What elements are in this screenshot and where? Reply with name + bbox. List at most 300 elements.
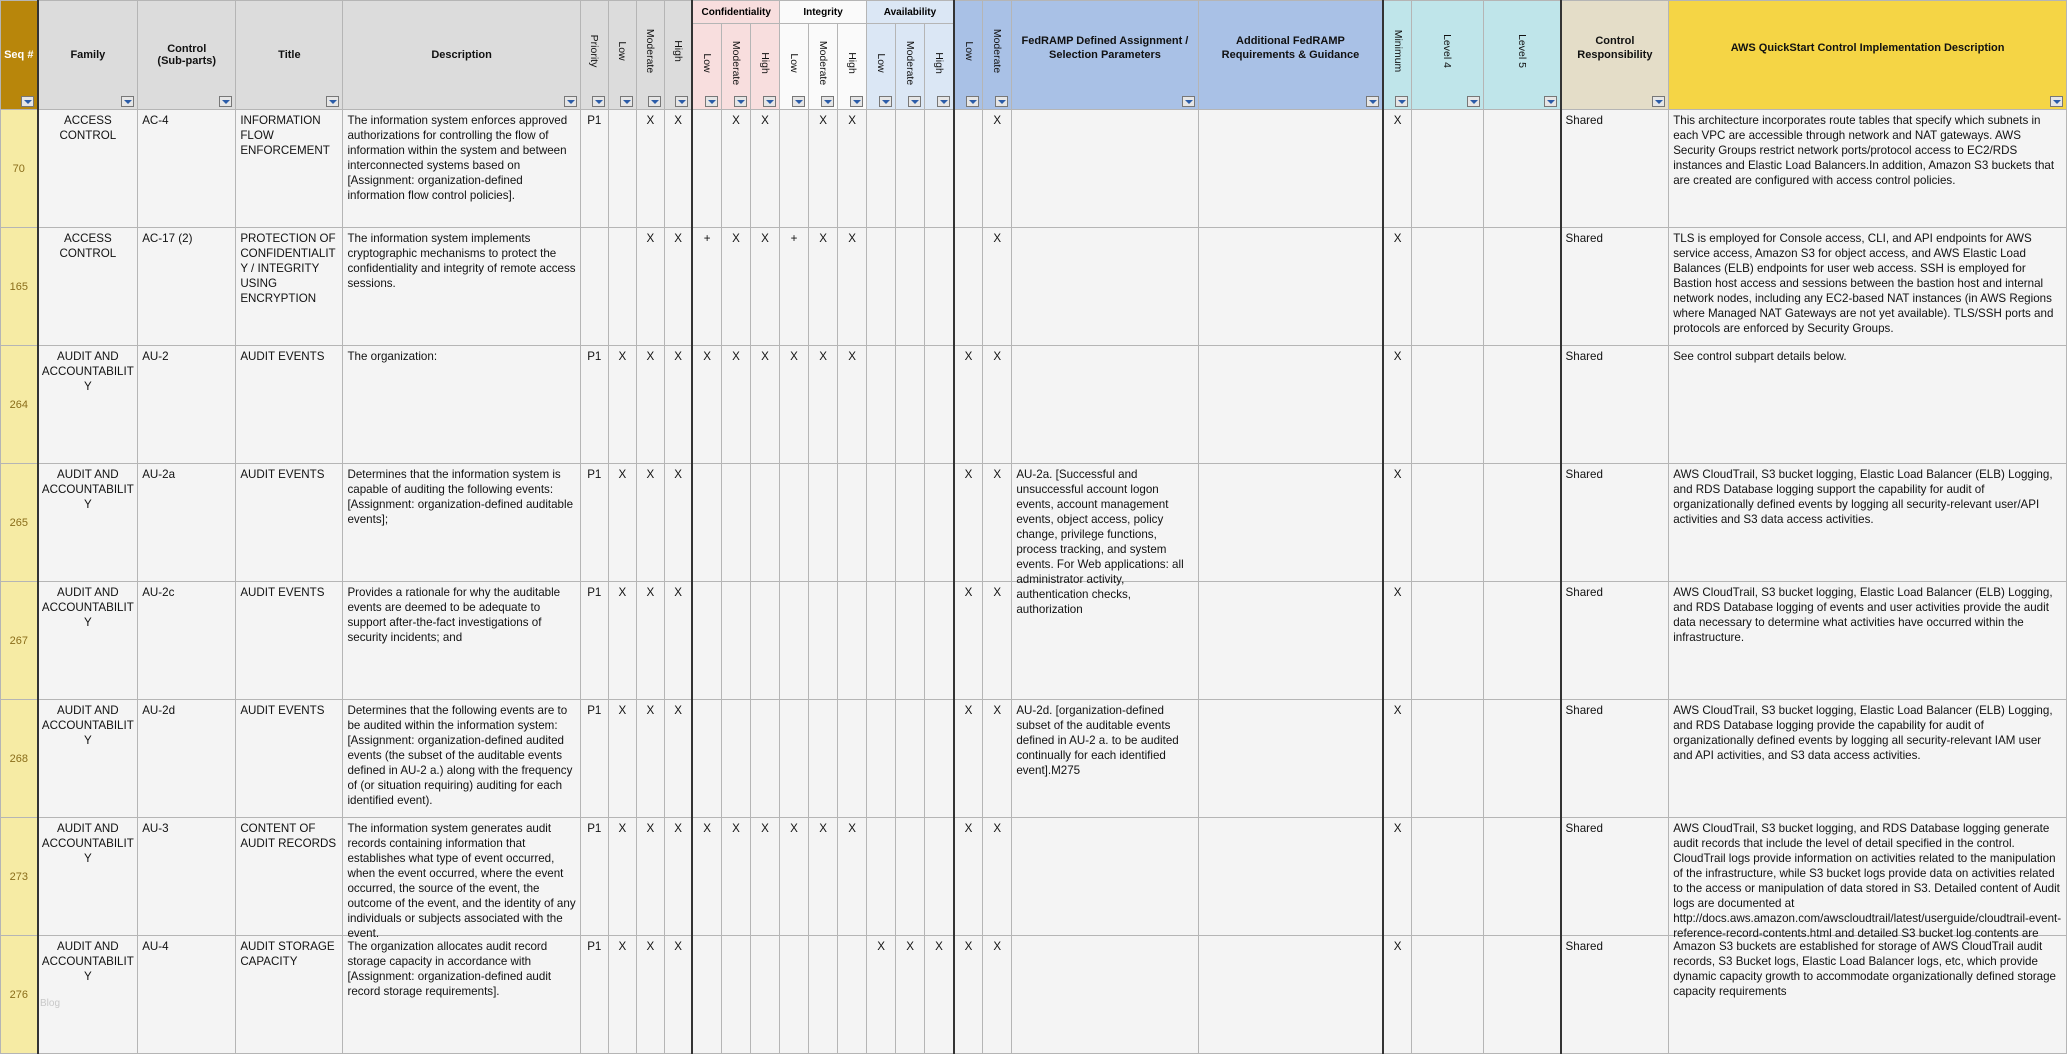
aws-description-cell[interactable] xyxy=(1669,228,2067,346)
int-high-cell[interactable] xyxy=(838,464,867,582)
fed-moderate-cell[interactable] xyxy=(983,228,1012,346)
title-cell[interactable] xyxy=(236,700,343,818)
high-cell[interactable] xyxy=(664,346,692,464)
priority-cell-text xyxy=(581,231,608,345)
col-header-title[interactable]: Title xyxy=(236,1,343,110)
title-cell-text: CONTENT OF AUDIT RECORDS xyxy=(240,822,337,850)
avail-moderate-cell-text xyxy=(896,821,924,935)
additional-fedramp-cell[interactable] xyxy=(1198,936,1383,1054)
responsibility-cell[interactable] xyxy=(1561,346,1669,464)
int-high-cell[interactable] xyxy=(838,582,867,700)
additional-fedramp-cell[interactable] xyxy=(1198,818,1383,936)
int-moderate-cell[interactable] xyxy=(809,228,838,346)
avail-high-cell-text xyxy=(925,231,953,345)
title-cell[interactable] xyxy=(236,464,343,582)
filter-dropdown-icon[interactable] xyxy=(564,96,577,107)
level5-cell[interactable] xyxy=(1483,582,1560,700)
int-low-cell-text: X xyxy=(790,350,798,363)
fed-low-cell[interactable] xyxy=(954,228,983,346)
fed-moderate-cell[interactable] xyxy=(983,582,1012,700)
fedramp-defined-cell[interactable] xyxy=(1012,818,1198,936)
col-header-family[interactable]: Family xyxy=(38,1,138,110)
high-cell[interactable] xyxy=(664,582,692,700)
moderate-cell[interactable] xyxy=(636,228,664,346)
avail-moderate-cell[interactable] xyxy=(896,700,925,818)
fed-moderate-cell[interactable] xyxy=(983,110,1012,228)
seq-cell[interactable]: 165 xyxy=(1,228,38,346)
level4-cell[interactable] xyxy=(1411,228,1483,346)
fed-low-cell[interactable] xyxy=(954,346,983,464)
low-cell[interactable] xyxy=(608,936,636,1054)
col-header-avail-low[interactable]: Low xyxy=(867,24,896,110)
avail-moderate-cell[interactable] xyxy=(896,110,925,228)
int-moderate-cell[interactable] xyxy=(809,464,838,582)
low-cell[interactable] xyxy=(608,228,636,346)
conf-low-cell[interactable] xyxy=(692,110,721,228)
filter-dropdown-icon[interactable] xyxy=(966,96,979,107)
moderate-cell[interactable] xyxy=(636,582,664,700)
filter-dropdown-icon[interactable] xyxy=(1182,96,1195,107)
int-high-cell[interactable] xyxy=(838,818,867,936)
additional-fedramp-cell[interactable] xyxy=(1198,582,1383,700)
col-header-fed-moderate[interactable]: Moderate xyxy=(983,1,1012,110)
conf-high-cell[interactable] xyxy=(750,936,779,1054)
description-cell[interactable] xyxy=(343,700,580,818)
minimum-cell[interactable] xyxy=(1383,700,1411,818)
conf-moderate-cell[interactable] xyxy=(721,818,750,936)
avail-moderate-cell-text xyxy=(896,113,924,227)
table-row[interactable] xyxy=(1,228,2067,346)
col-header-avail-high[interactable]: High xyxy=(925,24,954,110)
filter-dropdown-icon[interactable] xyxy=(21,96,34,107)
seq-cell[interactable]: 265 xyxy=(1,464,38,582)
moderate-cell[interactable] xyxy=(636,464,664,582)
description-cell[interactable] xyxy=(343,228,580,346)
filter-dropdown-icon[interactable] xyxy=(879,96,892,107)
conf-high-cell[interactable] xyxy=(750,110,779,228)
conf-low-cell[interactable] xyxy=(692,818,721,936)
fed-low-cell-text: X xyxy=(964,704,973,717)
int-moderate-cell[interactable] xyxy=(809,818,838,936)
control-cell-text: AC-4 xyxy=(142,114,169,127)
int-high-cell[interactable] xyxy=(838,346,867,464)
aws-description-cell[interactable] xyxy=(1669,582,2067,700)
filter-dropdown-icon[interactable] xyxy=(592,96,605,107)
family-cell[interactable] xyxy=(38,228,138,346)
additional-fedramp-cell-text xyxy=(1203,231,1380,345)
title-cell[interactable] xyxy=(236,228,343,346)
avail-low-cell[interactable] xyxy=(867,346,896,464)
conf-high-cell[interactable] xyxy=(750,582,779,700)
filter-dropdown-icon[interactable] xyxy=(675,96,688,107)
avail-high-cell[interactable] xyxy=(925,818,954,936)
high-cell[interactable] xyxy=(664,936,692,1054)
minimum-cell[interactable] xyxy=(1383,818,1411,936)
aws-description-cell[interactable] xyxy=(1669,464,2067,582)
priority-cell[interactable] xyxy=(580,228,608,346)
priority-cell[interactable] xyxy=(580,464,608,582)
level5-cell[interactable] xyxy=(1483,464,1560,582)
responsibility-cell-text: Shared xyxy=(1565,586,1603,599)
level4-cell[interactable] xyxy=(1411,464,1483,582)
filter-dropdown-icon[interactable] xyxy=(1467,96,1480,107)
level4-cell[interactable] xyxy=(1411,818,1483,936)
fed-low-cell-text: X xyxy=(964,586,973,599)
level4-cell[interactable] xyxy=(1411,936,1483,1054)
conf-low-cell[interactable] xyxy=(692,464,721,582)
col-header-int-high[interactable]: High xyxy=(838,24,867,110)
aws-description-cell[interactable] xyxy=(1669,818,2067,940)
description-cell[interactable] xyxy=(343,110,580,228)
aws-description-cell[interactable] xyxy=(1669,346,2067,464)
title-cell[interactable] xyxy=(236,110,343,228)
avail-high-cell[interactable] xyxy=(925,700,954,818)
col-header-additional-fedramp[interactable]: Additional FedRAMP Requirements & Guidance xyxy=(1198,1,1383,110)
level5-cell[interactable] xyxy=(1483,228,1560,346)
fedramp-defined-cell[interactable] xyxy=(1012,346,1198,464)
level4-cell[interactable] xyxy=(1411,582,1483,700)
avail-low-cell[interactable] xyxy=(867,228,896,346)
description-cell[interactable] xyxy=(343,818,580,940)
title-cell[interactable] xyxy=(236,818,343,936)
col-header-minimum[interactable]: Minimum xyxy=(1383,1,1411,110)
priority-cell[interactable] xyxy=(580,818,608,936)
fed-moderate-cell[interactable] xyxy=(983,936,1012,1054)
avail-high-cell[interactable] xyxy=(925,346,954,464)
fedramp-defined-cell[interactable] xyxy=(1012,464,1198,616)
high-cell[interactable] xyxy=(664,110,692,228)
level5-cell[interactable] xyxy=(1483,818,1560,936)
title-cell[interactable] xyxy=(236,936,343,1054)
int-high-cell[interactable] xyxy=(838,228,867,346)
avail-moderate-cell[interactable] xyxy=(896,464,925,582)
moderate-cell[interactable] xyxy=(636,700,664,818)
aws-description-cell[interactable] xyxy=(1669,110,2067,228)
fedramp-defined-cell-text xyxy=(1016,349,1194,463)
avail-moderate-cell[interactable] xyxy=(896,346,925,464)
fed-moderate-cell[interactable] xyxy=(983,818,1012,936)
int-high-cell-text: X xyxy=(848,350,856,363)
col-header-moderate[interactable]: Moderate xyxy=(636,1,664,110)
minimum-cell[interactable] xyxy=(1383,464,1411,582)
family-cell[interactable] xyxy=(38,346,138,464)
seq-cell[interactable]: 268 xyxy=(1,700,38,818)
avail-high-cell[interactable] xyxy=(925,936,954,1054)
filter-dropdown-icon[interactable] xyxy=(648,96,661,107)
avail-low-cell[interactable] xyxy=(867,110,896,228)
conf-low-cell[interactable] xyxy=(692,228,721,346)
col-header-int-low[interactable]: Low xyxy=(780,24,809,110)
level5-cell[interactable] xyxy=(1483,936,1560,1054)
fedramp-defined-cell[interactable] xyxy=(1012,228,1198,346)
moderate-cell[interactable] xyxy=(636,936,664,1054)
filter-dropdown-icon[interactable] xyxy=(121,96,134,107)
fed-moderate-cell[interactable] xyxy=(983,464,1012,582)
int-moderate-cell[interactable] xyxy=(809,582,838,700)
high-cell[interactable] xyxy=(664,818,692,936)
fed-low-cell-text xyxy=(955,231,983,345)
control-cell[interactable] xyxy=(138,346,236,464)
conf-moderate-cell[interactable] xyxy=(721,700,750,818)
int-low-cell[interactable] xyxy=(780,936,809,1054)
avail-low-cell[interactable] xyxy=(867,700,896,818)
low-cell[interactable] xyxy=(608,464,636,582)
filter-active-icon[interactable] xyxy=(2050,96,2063,107)
int-low-cell[interactable] xyxy=(780,110,809,228)
filter-dropdown-icon[interactable] xyxy=(1544,96,1557,107)
control-cell[interactable] xyxy=(138,110,236,228)
conf-high-cell[interactable] xyxy=(750,818,779,936)
description-cell[interactable] xyxy=(343,936,580,1054)
seq-cell[interactable]: 264 xyxy=(1,346,38,464)
minimum-cell[interactable] xyxy=(1383,346,1411,464)
conf-moderate-cell[interactable] xyxy=(721,936,750,1054)
aws-description-cell[interactable] xyxy=(1669,700,2067,818)
responsibility-cell[interactable] xyxy=(1561,228,1669,346)
int-high-cell[interactable] xyxy=(838,110,867,228)
priority-cell[interactable] xyxy=(580,346,608,464)
responsibility-cell[interactable] xyxy=(1561,582,1669,700)
filter-dropdown-icon[interactable] xyxy=(821,96,834,107)
description-cell-text: Provides a rationale for why the auditable events are deemed to be adequate to support after-the-fact investigations of security incidents; and xyxy=(347,586,561,644)
level5-cell[interactable] xyxy=(1483,700,1560,818)
conf-low-cell[interactable] xyxy=(692,700,721,818)
col-header-level5[interactable]: Level 5 xyxy=(1483,1,1560,110)
conf-moderate-cell[interactable] xyxy=(721,110,750,228)
seq-cell[interactable]: 273 xyxy=(1,818,38,936)
int-moderate-cell[interactable] xyxy=(809,346,838,464)
fed-low-cell[interactable] xyxy=(954,582,983,700)
int-low-cell[interactable] xyxy=(780,582,809,700)
conf-moderate-cell[interactable] xyxy=(721,464,750,582)
avail-moderate-cell[interactable] xyxy=(896,228,925,346)
responsibility-cell[interactable] xyxy=(1561,110,1669,228)
conf-low-cell[interactable] xyxy=(692,582,721,700)
col-header-aws-description[interactable]: AWS QuickStart Control Implementation Description xyxy=(1669,1,2067,110)
filter-dropdown-icon[interactable] xyxy=(1652,96,1665,107)
seq-cell[interactable]: 276 xyxy=(1,936,38,1054)
additional-fedramp-cell[interactable] xyxy=(1198,346,1383,464)
int-moderate-cell[interactable] xyxy=(809,700,838,818)
conf-high-cell[interactable] xyxy=(750,228,779,346)
additional-fedramp-cell[interactable] xyxy=(1198,700,1383,818)
seq-cell[interactable]: 70 xyxy=(1,110,38,228)
control-cell[interactable] xyxy=(138,582,236,700)
low-cell[interactable] xyxy=(608,110,636,228)
avail-high-cell[interactable] xyxy=(925,110,954,228)
filter-dropdown-icon[interactable] xyxy=(908,96,921,107)
avail-moderate-cell[interactable] xyxy=(896,936,925,1054)
fed-low-cell[interactable] xyxy=(954,110,983,228)
additional-fedramp-cell[interactable] xyxy=(1198,110,1383,228)
family-cell[interactable] xyxy=(38,464,138,582)
filter-dropdown-icon[interactable] xyxy=(1395,96,1408,107)
priority-cell[interactable] xyxy=(580,700,608,818)
low-cell[interactable] xyxy=(608,582,636,700)
fed-moderate-cell-text: X xyxy=(993,468,1002,481)
fed-low-cell[interactable] xyxy=(954,818,983,936)
int-high-cell[interactable] xyxy=(838,936,867,1054)
control-cell[interactable] xyxy=(138,818,236,936)
minimum-cell[interactable] xyxy=(1383,582,1411,700)
low-cell[interactable] xyxy=(608,818,636,936)
col-header-conf-moderate[interactable]: Moderate xyxy=(721,24,750,110)
level4-cell[interactable] xyxy=(1411,346,1483,464)
col-header-control[interactable]: Control (Sub-parts) xyxy=(138,1,236,110)
table-row[interactable] xyxy=(1,936,2067,1054)
high-cell[interactable] xyxy=(664,464,692,582)
int-low-cell-text: + xyxy=(790,232,798,245)
level5-cell[interactable] xyxy=(1483,346,1560,464)
int-low-cell[interactable] xyxy=(780,818,809,936)
level4-cell[interactable] xyxy=(1411,110,1483,228)
col-header-conf-low[interactable]: Low xyxy=(692,24,721,110)
avail-high-cell[interactable] xyxy=(925,464,954,582)
family-cell[interactable] xyxy=(38,110,138,228)
responsibility-cell[interactable] xyxy=(1561,818,1669,936)
description-cell[interactable] xyxy=(343,346,580,464)
col-header-conf-high[interactable]: High xyxy=(750,24,779,110)
fed-moderate-cell[interactable] xyxy=(983,700,1012,818)
fed-low-cell[interactable] xyxy=(954,936,983,1054)
avail-moderate-cell[interactable] xyxy=(896,582,925,700)
int-low-cell[interactable] xyxy=(780,700,809,818)
table-row[interactable] xyxy=(1,464,2067,582)
filter-dropdown-icon[interactable] xyxy=(705,96,718,107)
family-cell[interactable] xyxy=(38,936,138,1054)
int-low-cell[interactable] xyxy=(780,228,809,346)
col-header-control-responsibility[interactable]: Control Responsibility xyxy=(1561,1,1669,110)
conf-high-cell[interactable] xyxy=(750,700,779,818)
additional-fedramp-cell[interactable] xyxy=(1198,464,1383,582)
filter-dropdown-icon[interactable] xyxy=(219,96,232,107)
col-header-avail-moderate[interactable]: Moderate xyxy=(896,24,925,110)
avail-low-cell[interactable] xyxy=(867,582,896,700)
avail-low-cell[interactable] xyxy=(867,818,896,936)
avail-low-cell[interactable] xyxy=(867,464,896,582)
aws-description-cell-text: AWS CloudTrail, S3 bucket logging, Elastic Load Balancer (ELB) Logging, and RDS Database logging support the capability for audit of organizationally defined events by logging all security-relevant user/API activities and S3 data access activities. xyxy=(1673,468,2053,526)
int-moderate-cell[interactable] xyxy=(809,936,838,1054)
conf-low-cell[interactable] xyxy=(692,936,721,1054)
moderate-cell[interactable] xyxy=(636,346,664,464)
col-header-low[interactable]: Low xyxy=(608,1,636,110)
filter-dropdown-icon[interactable] xyxy=(937,96,950,107)
high-cell[interactable] xyxy=(664,228,692,346)
high-cell[interactable] xyxy=(664,700,692,818)
table-row[interactable] xyxy=(1,818,2067,936)
family-cell[interactable] xyxy=(38,582,138,700)
conf-moderate-cell[interactable] xyxy=(721,228,750,346)
conf-moderate-cell[interactable] xyxy=(721,346,750,464)
conf-moderate-cell-text xyxy=(722,467,750,581)
minimum-cell-text: X xyxy=(1393,704,1402,717)
conf-high-cell[interactable] xyxy=(750,464,779,582)
priority-cell[interactable] xyxy=(580,110,608,228)
family-cell[interactable] xyxy=(38,818,138,936)
responsibility-cell[interactable] xyxy=(1561,464,1669,582)
low-cell[interactable] xyxy=(608,346,636,464)
filter-dropdown-icon[interactable] xyxy=(1366,96,1379,107)
avail-high-cell[interactable] xyxy=(925,228,954,346)
additional-fedramp-cell[interactable] xyxy=(1198,228,1383,346)
col-header-fedramp-defined[interactable]: FedRAMP Defined Assignment / Selection Parameters xyxy=(1012,1,1198,110)
filter-dropdown-icon[interactable] xyxy=(763,96,776,107)
priority-cell[interactable] xyxy=(580,936,608,1054)
seq-cell[interactable]: 267 xyxy=(1,582,38,700)
table-row[interactable] xyxy=(1,700,2067,818)
filter-dropdown-icon[interactable] xyxy=(850,96,863,107)
high-cell-text: X xyxy=(674,704,682,717)
filter-dropdown-icon[interactable] xyxy=(995,96,1008,107)
aws-description-cell[interactable] xyxy=(1669,936,2067,1054)
avail-moderate-cell[interactable] xyxy=(896,818,925,936)
moderate-cell[interactable] xyxy=(636,110,664,228)
minimum-cell[interactable] xyxy=(1383,228,1411,346)
int-low-cell[interactable] xyxy=(780,464,809,582)
aws-description-cell-text: See control subpart details below. xyxy=(1673,350,1847,363)
conf-moderate-cell[interactable] xyxy=(721,582,750,700)
fedramp-defined-cell[interactable] xyxy=(1012,110,1198,228)
control-cell[interactable] xyxy=(138,936,236,1054)
table-row[interactable] xyxy=(1,346,2067,464)
responsibility-cell[interactable] xyxy=(1561,700,1669,818)
family-cell[interactable] xyxy=(38,700,138,818)
fedramp-defined-cell[interactable] xyxy=(1012,700,1198,818)
avail-high-cell-text xyxy=(925,821,953,935)
col-header-level4[interactable]: Level 4 xyxy=(1411,1,1483,110)
minimum-cell[interactable] xyxy=(1383,936,1411,1054)
col-header-priority[interactable]: Priority xyxy=(580,1,608,110)
int-low-cell[interactable] xyxy=(780,346,809,464)
avail-low-cell[interactable] xyxy=(867,936,896,1054)
fed-low-cell[interactable] xyxy=(954,700,983,818)
filter-dropdown-icon[interactable] xyxy=(620,96,633,107)
col-header-int-moderate[interactable]: Moderate xyxy=(809,24,838,110)
avail-high-cell[interactable] xyxy=(925,582,954,700)
control-cell[interactable] xyxy=(138,464,236,582)
col-header-description[interactable]: Description xyxy=(343,1,580,110)
col-header-fed-low[interactable]: Low xyxy=(954,1,983,110)
int-moderate-cell[interactable] xyxy=(809,110,838,228)
fed-moderate-cell[interactable] xyxy=(983,346,1012,464)
low-cell[interactable] xyxy=(608,700,636,818)
moderate-cell[interactable] xyxy=(636,818,664,936)
conf-low-cell[interactable] xyxy=(692,346,721,464)
description-cell[interactable] xyxy=(343,464,580,582)
fedramp-defined-cell[interactable] xyxy=(1012,936,1198,1054)
table-row[interactable] xyxy=(1,110,2067,228)
title-cell[interactable] xyxy=(236,346,343,464)
responsibility-cell[interactable] xyxy=(1561,936,1669,1054)
fed-low-cell[interactable] xyxy=(954,464,983,582)
title-cell[interactable] xyxy=(236,582,343,700)
aws-description-cell-text: TLS is employed for Console access, CLI, and API endpoints for AWS service access, Amazon S3 for object access, and AWS Elastic Load Balances (ELB) endpoints for user web access. SSH is employed for Bastion host access and sessions between the bastion host and internal network nodes, including any EC2-based NAT instances (in AWS Regions where Managed NAT Gateways are not yet available). TLS/SSH ports and protocols are enforced by Security Groups. xyxy=(1673,232,2054,335)
minimum-cell[interactable] xyxy=(1383,110,1411,228)
conf-high-cell[interactable] xyxy=(750,346,779,464)
level5-cell[interactable] xyxy=(1483,110,1560,228)
filter-dropdown-icon[interactable] xyxy=(734,96,747,107)
description-cell[interactable] xyxy=(343,582,580,700)
int-high-cell[interactable] xyxy=(838,700,867,818)
filter-dropdown-icon[interactable] xyxy=(326,96,339,107)
col-header-high[interactable]: High xyxy=(664,1,692,110)
filter-dropdown-icon[interactable] xyxy=(792,96,805,107)
control-cell[interactable] xyxy=(138,700,236,818)
col-header-seq[interactable]: Seq # xyxy=(1,1,38,110)
level4-cell[interactable] xyxy=(1411,700,1483,818)
control-cell[interactable] xyxy=(138,228,236,346)
priority-cell[interactable] xyxy=(580,582,608,700)
